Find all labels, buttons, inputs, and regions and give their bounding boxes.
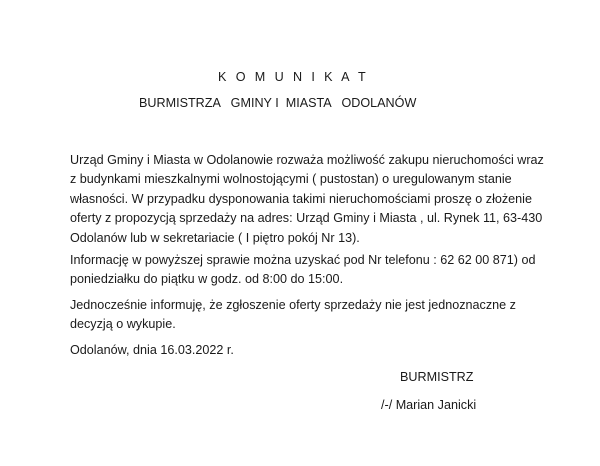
document-subtitle: BURMISTRZA GMINY I MIASTA ODOLANÓW	[139, 96, 417, 110]
signature-role: BURMISTRZ	[400, 370, 474, 384]
paragraph-place-date: Odolanów, dnia 16.03.2022 r.	[70, 343, 234, 357]
signature-name: /-/ Marian Janicki	[381, 398, 477, 412]
paragraph-offer-request: Urząd Gminy i Miasta w Odolanowie rozważa możliwość zakupu nieruchomości wraz z budynkami mieszkalnymi wolnostojącymi ( pustostan) o uregulowanym stanie własności. W przypadku dysponowania takimi nieruchomościami proszę o złożenie oferty z propozycją sprzedaży na adres: Urząd Gminy i Miasta , ul. Rynek 11, 63-430 Odolanów lub w sekretariacie ( I piętro pokój Nr 13).	[70, 153, 544, 245]
paragraph-disclaimer: Jednocześnie informuję, że zgłoszenie oferty sprzedaży nie jest jednoznaczne z decyzją o wykupie.	[70, 298, 516, 332]
document-title: K O M U N I K A T	[218, 70, 369, 84]
paragraph-contact-info: Informację w powyższej sprawie można uzyskać pod Nr telefonu : 62 62 00 871) od poniedziałku do piątku w godz. od 8:00 do 15:00.	[70, 253, 536, 287]
